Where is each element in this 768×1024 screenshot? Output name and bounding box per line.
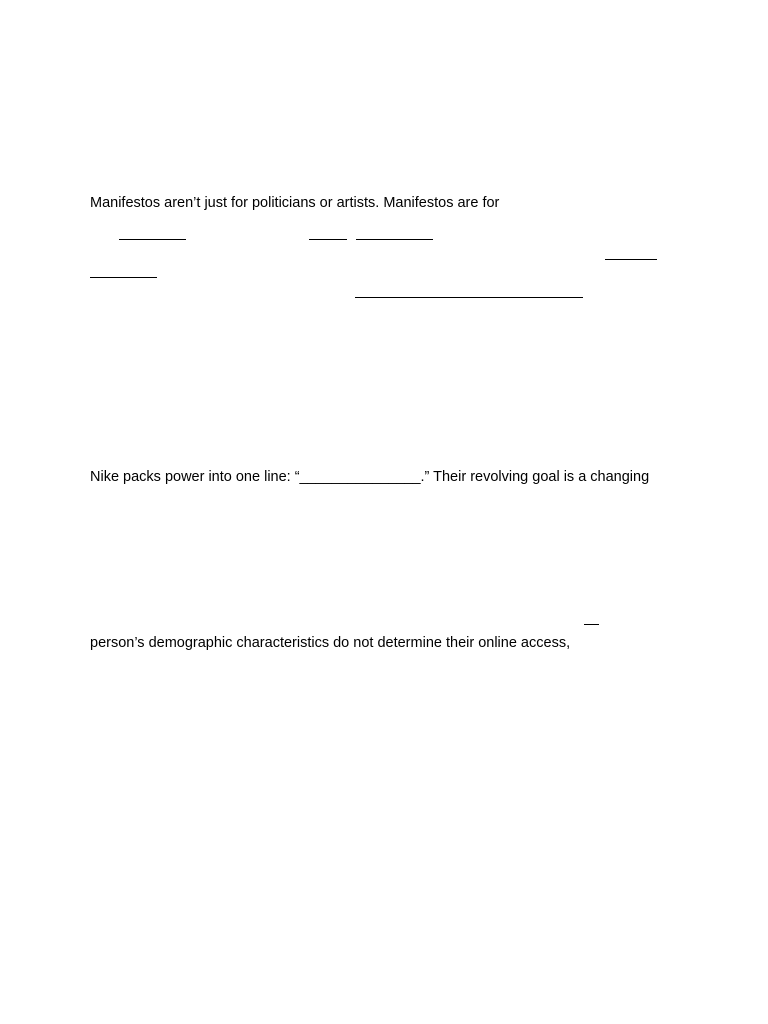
- fill-in-blank[interactable]: [355, 297, 583, 298]
- paragraph-3-line: person’s demographic characteristics do not determine their online access,: [90, 635, 571, 651]
- fill-in-blank[interactable]: [119, 239, 186, 240]
- fill-in-blank[interactable]: [309, 239, 347, 240]
- fill-in-blank[interactable]: [584, 624, 599, 625]
- fill-in-blank[interactable]: [90, 277, 157, 278]
- fill-in-blank[interactable]: [356, 239, 433, 240]
- paragraph-1-line: Manifestos aren’t just for politicians or artists. Manifestos are for: [90, 195, 500, 211]
- fill-in-blank[interactable]: [605, 259, 657, 260]
- paragraph-2-line: Nike packs power into one line: “_______________.” Their revolving goal is a changing: [90, 469, 650, 485]
